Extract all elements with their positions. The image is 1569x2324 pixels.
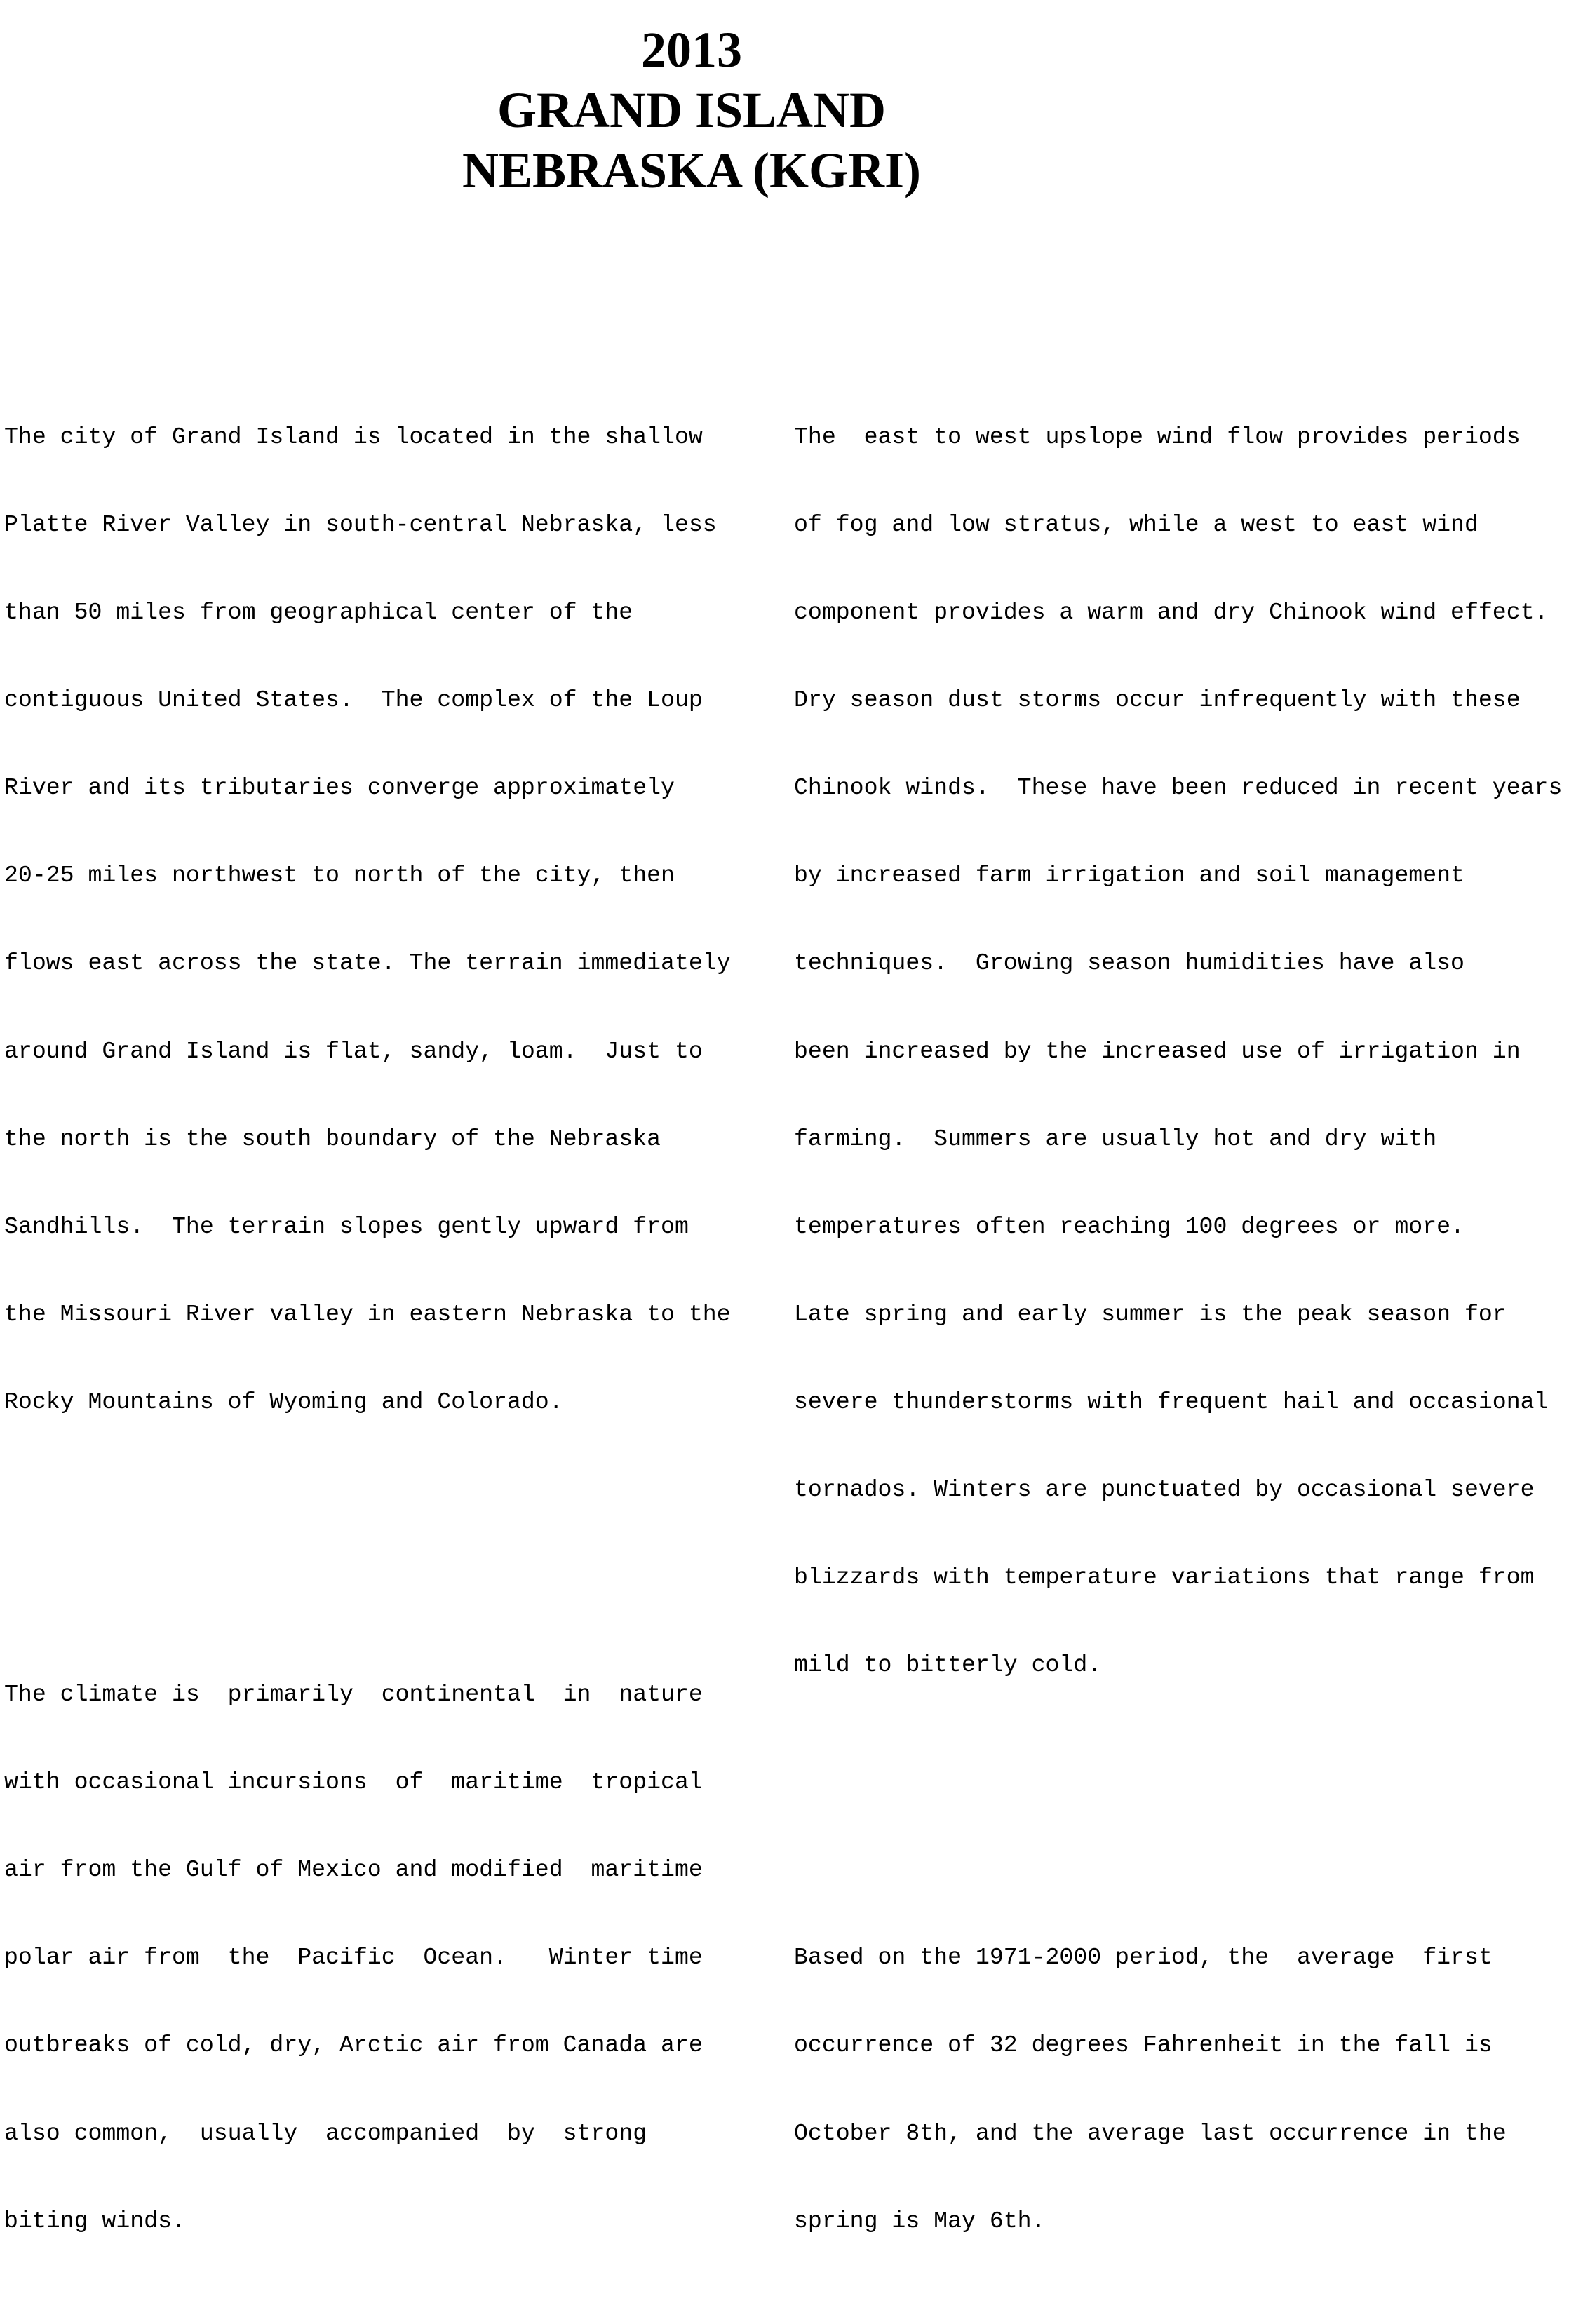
- text-line: around Grand Island is flat, sandy, loam. Just to: [4, 1037, 703, 1065]
- right-column: [794, 306, 1565, 2324]
- text-line: flows east across the state. The terrain immediately: [4, 950, 731, 977]
- left-column: [4, 306, 776, 2324]
- text-line: outbreaks of cold, dry, Arctic air from Canada are: [4, 2032, 703, 2059]
- text-line: blizzards with temperature variations that range from: [794, 1564, 1535, 1591]
- text-line: by increased farm irrigation and soil management: [794, 862, 1464, 889]
- text-line: polar air from the Pacific Ocean. Winter time: [4, 1944, 703, 1971]
- text-line: contiguous United States. The complex of the Loup: [4, 687, 703, 714]
- paragraph-climate: [4, 1622, 776, 2295]
- text-line: The city of Grand Island is located in the shallow: [4, 423, 703, 450]
- text-line: with occasional incursions of maritime tropical: [4, 1769, 703, 1796]
- text-line: Sandhills. The terrain slopes gently upward from: [4, 1212, 689, 1240]
- title-year: 2013: [641, 22, 742, 78]
- text-line: Rocky Mountains of Wyoming and Colorado.: [4, 1389, 563, 1416]
- paragraph-spacer: [794, 1797, 1565, 1827]
- text-line: farming. Summers are usually hot and dry with: [794, 1125, 1437, 1152]
- text-line: tornados. Winters are punctuated by occasional severe: [794, 1476, 1535, 1504]
- text-line: 20-25 miles northwest to north of the city, then: [4, 862, 675, 889]
- text-line: mild to bitterly cold.: [794, 1651, 1102, 1679]
- paragraph-location: [4, 364, 776, 1475]
- text-line: The east to west upslope wind flow provides periods: [794, 423, 1521, 450]
- text-line: component provides a warm and dry Chinook wind effect.: [794, 599, 1549, 626]
- text-line: the north is the south boundary of the Nebraska: [4, 1125, 661, 1152]
- text-line: of fog and low stratus, while a west to east wind: [794, 511, 1479, 538]
- paragraph-freeze-dates: [794, 1885, 1565, 2295]
- document-title: [0, 20, 1383, 201]
- title-city: GRAND ISLAND: [497, 82, 887, 138]
- title-state-station: NEBRASKA (KGRI): [462, 142, 922, 198]
- text-line: October 8th, and the average last occurrence in the: [794, 2119, 1507, 2147]
- text-line: Late spring and early summer is the peak season for: [794, 1300, 1507, 1327]
- text-line: Dry season dust storms occur infrequently with these: [794, 687, 1521, 714]
- text-line: Based on the 1971-2000 period, the average first: [794, 1944, 1493, 1971]
- paragraph-spacer: [4, 1534, 776, 1564]
- text-line: spring is May 6th.: [794, 2207, 1046, 2234]
- text-line: Platte River Valley in south-central Nebraska, less: [4, 511, 717, 538]
- text-line: than 50 miles from geographical center of the: [4, 599, 633, 626]
- paragraph-winds-seasons: [794, 364, 1565, 1738]
- text-line: techniques. Growing season humidities have also: [794, 950, 1464, 977]
- text-line: been increased by the increased use of irrigation in: [794, 1037, 1521, 1065]
- text-line: temperatures often reaching 100 degrees or more.: [794, 1212, 1464, 1240]
- text-line: severe thunderstorms with frequent hail and occasional: [794, 1389, 1549, 1416]
- text-line: occurrence of 32 degrees Fahrenheit in the fall is: [794, 2032, 1493, 2059]
- text-line: Chinook winds. These have been reduced in recent years: [794, 774, 1563, 802]
- text-line: biting winds.: [4, 2207, 186, 2234]
- text-line: The climate is primarily continental in nature: [4, 1681, 703, 1708]
- text-line: River and its tributaries converge approximately: [4, 774, 675, 802]
- text-line: also common, usually accompanied by strong: [4, 2119, 647, 2147]
- text-line: the Missouri River valley in eastern Nebraska to the: [4, 1300, 731, 1327]
- text-line: air from the Gulf of Mexico and modified maritime: [4, 1856, 703, 1884]
